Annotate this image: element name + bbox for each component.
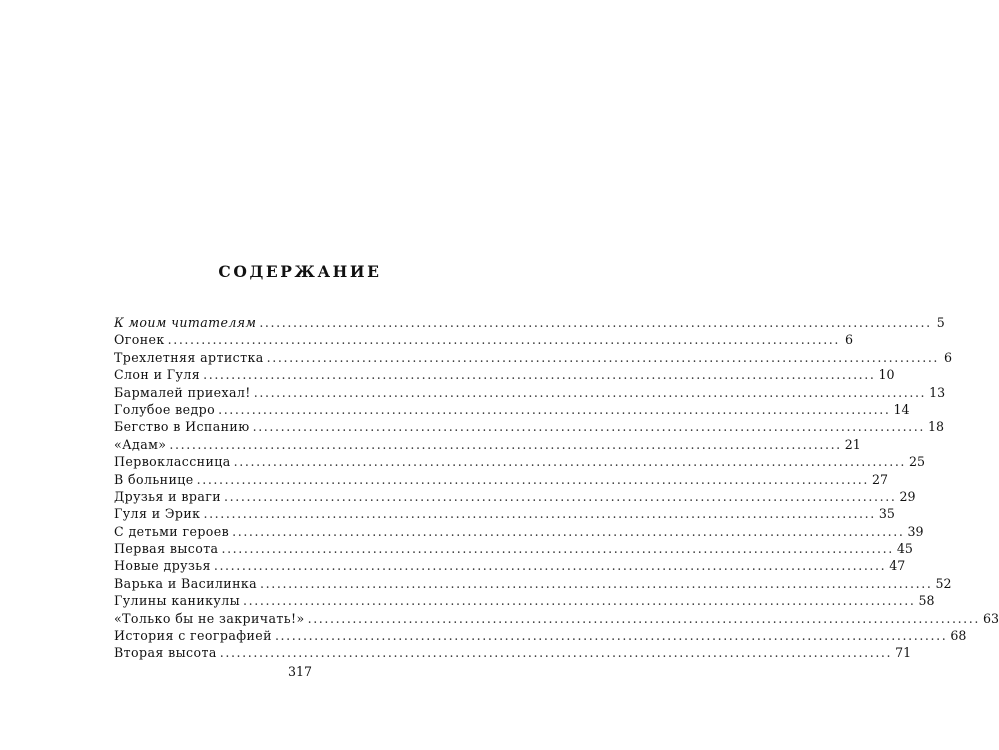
dot-leader: ........................................................................................................................ bbox=[167, 332, 841, 348]
dot-leader: ........................................................................................................................ bbox=[169, 436, 842, 452]
dot-leader: ........................................................................................................................ bbox=[203, 506, 876, 522]
toc-entry-title: «Адам» bbox=[114, 436, 167, 452]
toc-entry-page: 6 bbox=[845, 332, 854, 348]
dot-leader: ........................................................................................................................ bbox=[213, 558, 887, 574]
toc-entry-page: 39 bbox=[907, 523, 924, 539]
toc-entry-title: «Только бы не закричать!» bbox=[114, 610, 305, 626]
toc-entry-title: Бармалей приехал! bbox=[114, 384, 251, 400]
toc-entry-page: 27 bbox=[872, 471, 889, 487]
toc-entry-page: 58 bbox=[918, 593, 935, 609]
toc-entry-page: 52 bbox=[935, 575, 952, 591]
toc-entry bbox=[114, 436, 861, 453]
toc-entry-title: В больнице bbox=[114, 471, 194, 487]
toc-entry bbox=[114, 505, 895, 522]
toc-entry bbox=[114, 610, 999, 627]
toc-entry bbox=[114, 331, 854, 348]
toc-entry-title: Варька и Василинка bbox=[114, 575, 258, 591]
toc-entry bbox=[114, 540, 913, 557]
dot-leader: ........................................................................................................................ bbox=[203, 367, 876, 383]
toc-entry-title: Вторая высота bbox=[114, 645, 217, 661]
toc-entry-page: 68 bbox=[950, 628, 967, 644]
dot-leader: ........................................................................................................................ bbox=[233, 454, 907, 470]
toc-entry-title: Друзья и враги bbox=[114, 488, 222, 504]
dot-leader: ........................................................................................................................ bbox=[224, 488, 897, 504]
toc-entry bbox=[114, 471, 889, 488]
toc-entry bbox=[114, 418, 945, 435]
toc-entry-title: Бегство в Испанию bbox=[114, 419, 250, 435]
toc-entry-title: Огонек bbox=[114, 332, 165, 348]
toc-entry bbox=[114, 314, 945, 331]
toc-entry-title: К моим читателям bbox=[114, 315, 257, 330]
dot-leader: ........................................................................................................................ bbox=[243, 593, 916, 609]
toc-entry-page: 18 bbox=[927, 419, 945, 435]
dot-leader: ........................................................................................................................ bbox=[219, 645, 893, 661]
toc-entry-page: 29 bbox=[899, 488, 916, 504]
table-of-contents bbox=[114, 314, 999, 662]
page-number: 317 bbox=[287, 664, 313, 679]
toc-entry bbox=[114, 349, 953, 366]
dot-leader: ........................................................................................................................ bbox=[218, 401, 891, 417]
toc-entry-title: Слон и Гуля bbox=[114, 367, 201, 383]
toc-entry-title: Первоклассница bbox=[114, 454, 231, 470]
dot-leader: ........................................................................................................................ bbox=[259, 315, 932, 330]
toc-entry-page: 47 bbox=[889, 558, 906, 574]
toc-entry-page: 5 bbox=[936, 315, 945, 330]
toc-entry-title: Гулины каникулы bbox=[114, 593, 241, 609]
toc-entry-page: 25 bbox=[909, 454, 926, 470]
dot-leader: ........................................................................................................................ bbox=[260, 575, 933, 591]
toc-entry-title: История с географией bbox=[114, 628, 272, 644]
toc-entry-page: 21 bbox=[844, 436, 861, 452]
toc-entry-page: 10 bbox=[878, 367, 895, 383]
toc-entry bbox=[114, 366, 895, 383]
dot-leader: ........................................................................................................................ bbox=[274, 628, 948, 644]
toc-entry bbox=[114, 592, 935, 609]
dot-leader: ........................................................................................................................ bbox=[266, 349, 940, 365]
toc-entry-page: 71 bbox=[895, 645, 912, 661]
toc-entry-page: 14 bbox=[893, 401, 910, 417]
toc-entry-page: 6 bbox=[944, 349, 953, 365]
toc-entry bbox=[114, 557, 906, 574]
dot-leader: ........................................................................................................................ bbox=[196, 471, 870, 487]
toc-entry-page: 13 bbox=[929, 384, 946, 400]
toc-entry-page: 45 bbox=[896, 541, 913, 557]
toc-entry-page: 63 bbox=[982, 610, 999, 626]
toc-entry-title: Гуля и Эрик bbox=[114, 506, 201, 522]
toc-entry bbox=[114, 384, 946, 401]
toc-entry-title: Новые друзья bbox=[114, 558, 211, 574]
dot-leader: ........................................................................................................................ bbox=[253, 384, 927, 400]
toc-entry bbox=[114, 523, 924, 540]
toc-entry-title: Первая высота bbox=[114, 541, 219, 557]
dot-leader: ........................................................................................................................ bbox=[221, 541, 894, 557]
toc-entry bbox=[114, 575, 952, 592]
dot-leader: ........................................................................................................................ bbox=[252, 419, 925, 435]
toc-entry bbox=[114, 401, 910, 418]
toc-entry-page: 35 bbox=[878, 506, 895, 522]
page-title: СОДЕРЖАНИЕ bbox=[218, 262, 382, 281]
toc-entry-title: Голубое ведро bbox=[114, 401, 216, 417]
dot-leader: ........................................................................................................................ bbox=[232, 523, 905, 539]
toc-entry-title: Трехлетняя артистка bbox=[114, 349, 264, 365]
toc-entry bbox=[114, 453, 926, 470]
toc-entry bbox=[114, 644, 912, 661]
dot-leader: ........................................................................................................................ bbox=[307, 610, 980, 626]
toc-entry-title: С детьми героев bbox=[114, 523, 230, 539]
toc-entry bbox=[114, 627, 967, 644]
toc-entry bbox=[114, 488, 916, 505]
